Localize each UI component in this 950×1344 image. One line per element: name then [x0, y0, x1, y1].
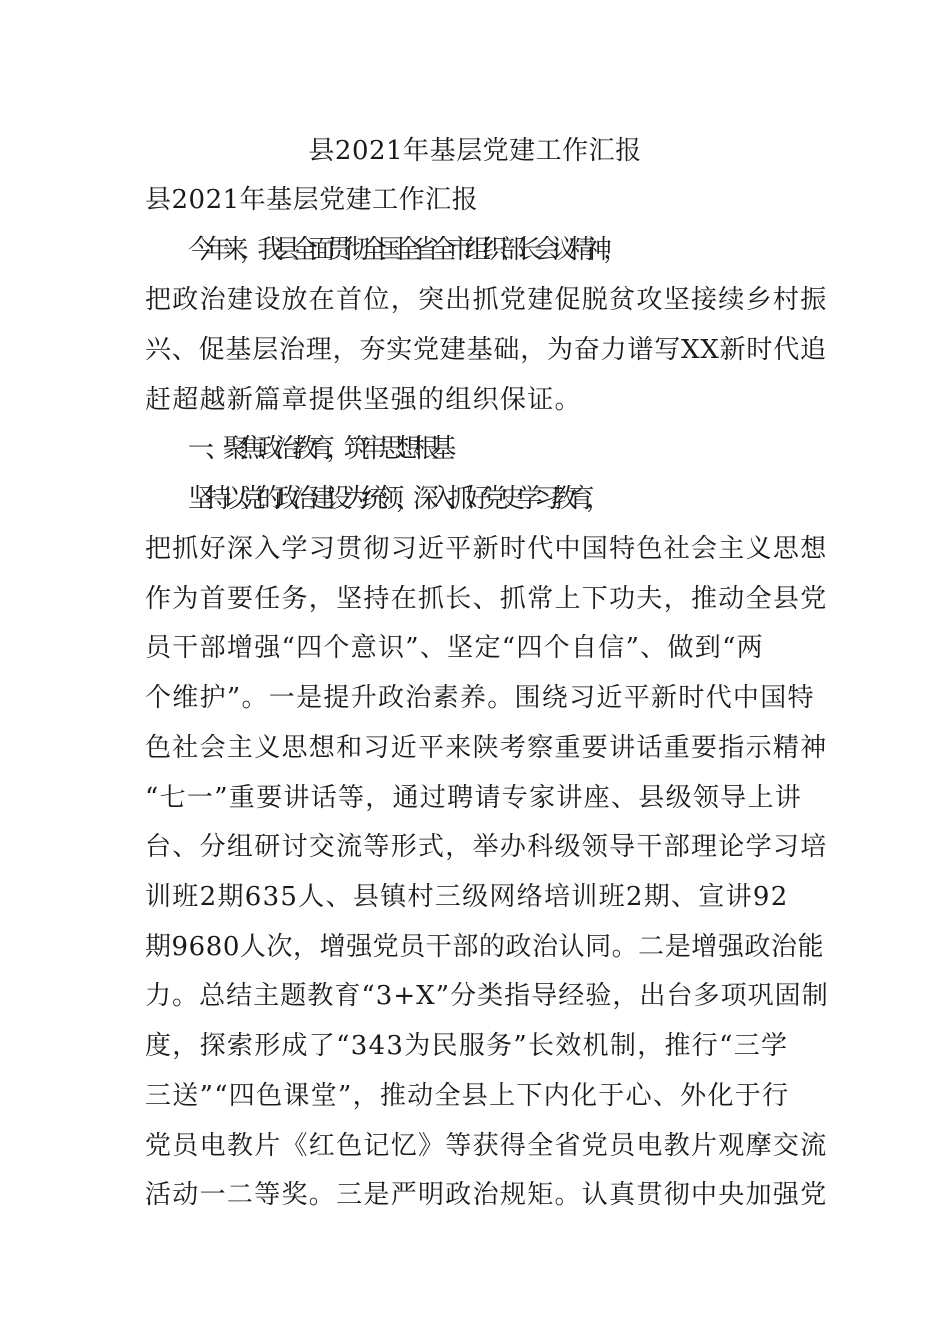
paragraph-line: 赶超越新篇章提供坚强的组织保证。: [145, 385, 582, 415]
paragraph-line: 作为首要任务，坚持在抓长、抓常上下功夫，推动全县党: [145, 584, 828, 614]
paragraph-line: 色社会主义思想和习近平来陕考察重要讲话重要指示精神: [145, 733, 828, 763]
document-title: 县2021年基层党建工作汇报: [308, 136, 642, 166]
paragraph-line: 今年来，我县全面贯彻全国全省全市组织部长会议精神，: [188, 235, 621, 265]
paragraph-line: “七一”重要讲话等，通过聘请专家讲座、县级领导上讲: [145, 783, 803, 813]
paragraph-line: 活动一二等奖。三是严明政治规矩。认真贯彻中央加强党: [145, 1180, 828, 1210]
paragraph-line: 台、分组研讨交流等形式，举办科级领导干部理论学习培: [145, 832, 828, 862]
paragraph-line: 把政治建设放在首位，突出抓党建促脱贫攻坚接续乡村振: [145, 285, 828, 315]
section-heading: 一、聚焦政治教育，筑牢思想根基: [188, 434, 448, 464]
paragraph-line: 三送”“四色课堂”，推动全县上下内化于心、外化于行: [145, 1081, 790, 1111]
paragraph-line: 度，探索形成了“343为民服务”长效机制，推行“三学: [145, 1031, 789, 1061]
paragraph-line: 个维护”。一是提升政治素养。围绕习近平新时代中国特: [145, 683, 815, 713]
paragraph-line: 坚持以党的政治建设为统领，深入抓好党史学习教育，: [188, 484, 604, 514]
paragraph-line: 把抓好深入学习贯彻习近平新时代中国特色社会主义思想: [145, 534, 828, 564]
paragraph-line: 兴、促基层治理，夯实党建基础，为奋力谱写XX新时代追: [145, 335, 827, 365]
paragraph-line: 期9680人次，增强党员干部的政治认同。二是增强政治能: [145, 932, 825, 962]
paragraph-line: 党员电教片《红色记忆》等获得全省党员电教片观摩交流: [145, 1131, 828, 1161]
paragraph-line: 力。总结主题教育“3+X”分类指导经验，出台多项巩固制: [145, 981, 829, 1011]
paragraph-line: 训班2期635人、县镇村三级网络培训班2期、宣讲92: [145, 882, 789, 912]
paragraph-line: 员干部增强“四个意识”、坚定“四个自信”、做到“两: [145, 633, 764, 663]
document-subtitle: 县2021年基层党建工作汇报: [145, 185, 479, 215]
